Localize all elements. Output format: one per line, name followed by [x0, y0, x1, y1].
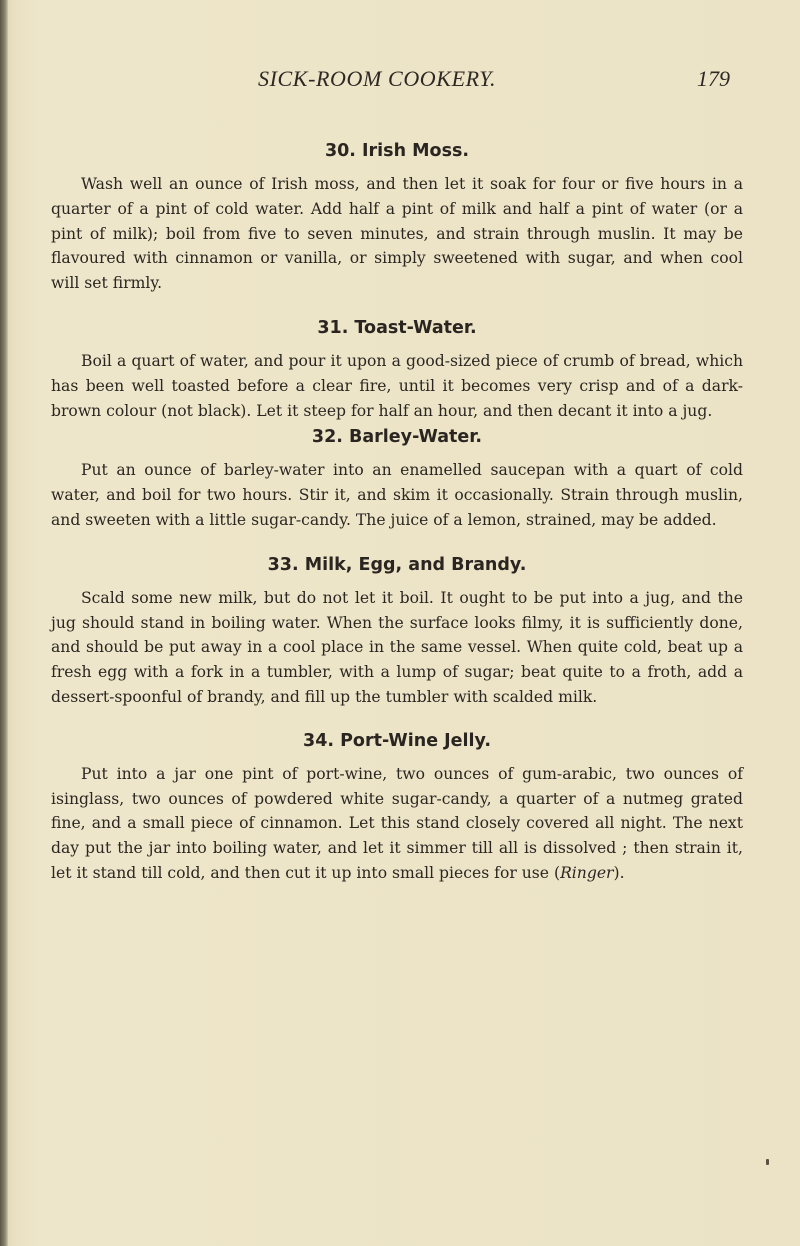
recipe-section-port-wine-jelly — [51, 729, 743, 886]
recipe-body: Boil a quart of water, and pour it upon a good-sized piece of crumb of bread, which has been well toasted before a clear fire, until it becomes very crisp and of a dark-brown colour (not black). Let it steep for half an hour, and then decant it into a jug. — [51, 351, 743, 420]
ink-speck — [766, 1159, 769, 1165]
recipe-title: 32. Barley-Water. — [311, 427, 483, 448]
recipe-body — [51, 762, 743, 886]
recipe-content — [51, 139, 743, 886]
recipe-body: Scald some new milk, but do not let it boil. It ought to be put into a jug, and the jug should stand in boiling water. When the surface looks filmy, it is sufficiently done, and should be put away in a cool place in the same vessel. When quite cold, beat up a fresh egg with a fork in a tumbler, with a lump of sugar; beat quite to a froth, add a dessert-spoonful of brandy, and fill up the tumbler with scalded milk. — [51, 588, 743, 706]
recipe-body: Put an ounce of barley-water into an enamelled saucepan with a quart of cold water, and boil for two hours. Stir it, and skim it occasionally. Strain through muslin, and sweeten with a little sugar-candy. The juice of a lemon, strained, may be added. — [51, 461, 743, 529]
recipe-section-milk-egg-brandy — [51, 553, 743, 710]
page-number: 179 — [697, 66, 730, 91]
recipe-title: 30. Irish Moss. — [324, 141, 470, 161]
page-spine-edge — [0, 0, 8, 1246]
page-header — [0, 66, 800, 96]
running-title: SICK-ROOM COOKERY. — [258, 66, 497, 91]
recipe-title: 33. Milk, Egg, and Brandy. — [267, 554, 527, 575]
source-citation: Ringer — [560, 863, 614, 882]
recipe-section-barley-water — [51, 425, 743, 532]
recipe-section-toast-water — [51, 316, 743, 423]
recipe-title: 34. Port-Wine Jelly. — [303, 730, 491, 751]
recipe-body-end: ). — [613, 863, 625, 882]
recipe-title: 31. Toast-Water. — [317, 317, 477, 338]
recipe-body: Wash well an ounce of Irish moss, and then let it soak for four or five hours in a quarter of a pint of cold water. Add half a pint of milk and half a pint of water (or a pint of milk); boil from five to seven minutes, and strain through muslin. It may be flavoured with cinnamon or vanilla, or simply sweetened with sugar, and when cool will set firmly. — [51, 175, 743, 293]
recipe-section-irish-moss — [51, 139, 743, 296]
recipe-body-text: Put into a jar one pint of port-wine, two ounces of gum-arabic, two ounces of isinglass, two ounces of powdered white sugar-candy, a quarter of a nutmeg grated fine, and a small piece of cinnamon. Let this stand closely covered all night. The next day put the jar into boiling water, and let it simmer till all is dissolved ; then strain it, let it stand till cold, and then cut it up into small pieces for use ( — [51, 764, 743, 882]
